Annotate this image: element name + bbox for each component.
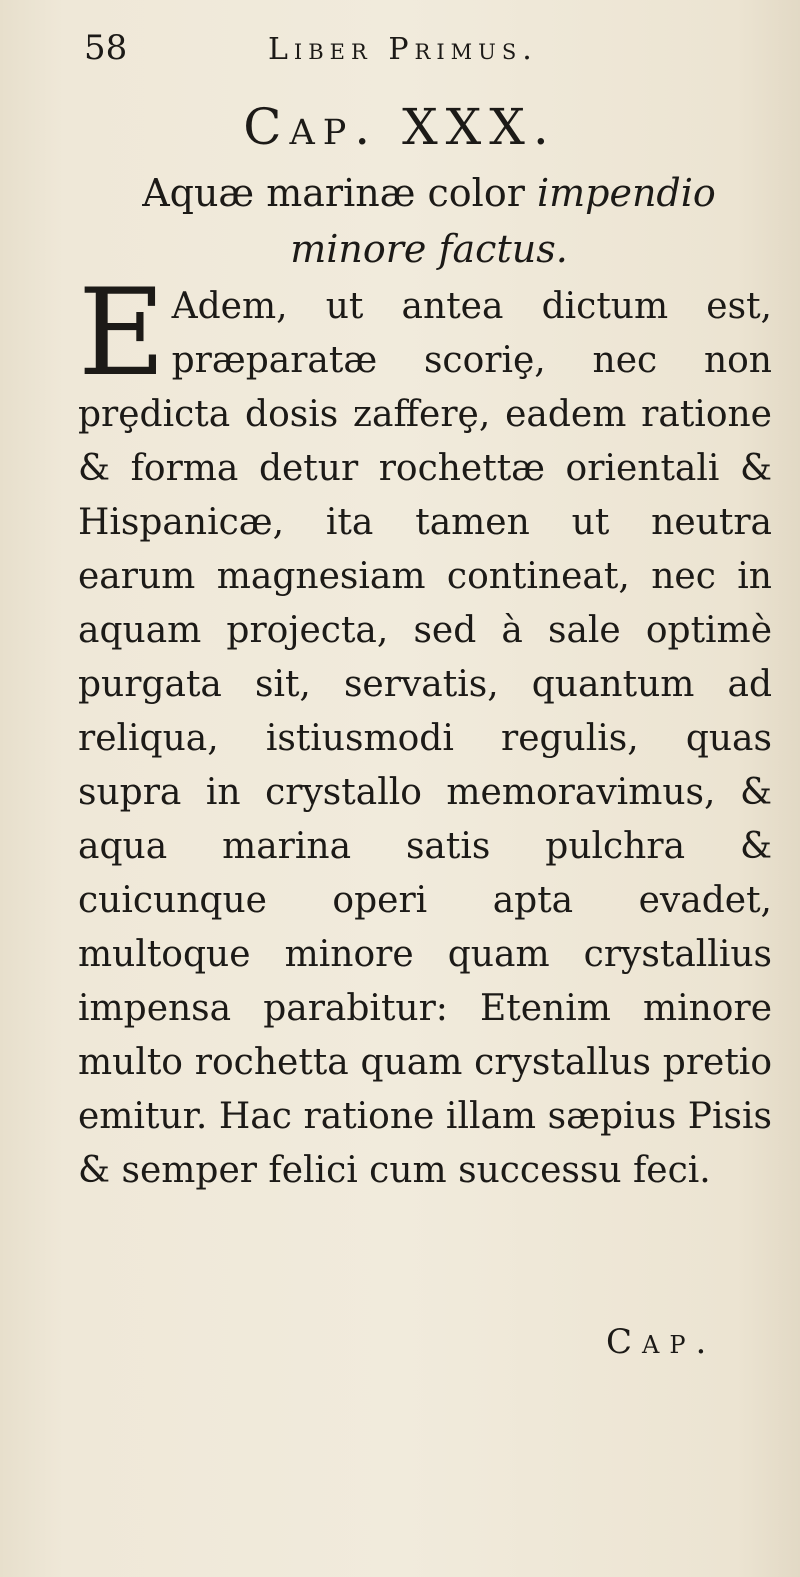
- drop-cap: E: [78, 264, 166, 403]
- body-text: Adem, ut antea dictum est, præparatæ scoriȩ, nec non prȩdicta dosis zafferȩ, eadem ratione & forma detur rochettæ orientali & Hispanicæ, ita tamen ut neutra earum magnesiam contineat, nec in aquam projecta, sed à sale optimè purgata sit, servatis, quantum ad reliqua, istiusmodi regulis, quas supra in crystallo memoravimus, & aqua marina satis pulchra & cuicunque operi apta evadet, multoque minore quam crystallius impensa parabitur: Etenim minore multo rochetta quam crystallus pretio emitur. Hac ratione illam sæpius Pisis & semper felici cum successu feci.: [78, 286, 772, 1191]
- page-number: 58: [84, 28, 128, 68]
- subtitle-italic: impendio minore factus.: [290, 171, 716, 271]
- chapter-heading: Cap. XXX.: [243, 98, 557, 156]
- running-title: Liber Primus.: [268, 32, 538, 67]
- chapter-subtitle: [84, 165, 774, 277]
- running-head: [0, 28, 800, 78]
- subtitle-roman: Aquæ marinæ color: [142, 171, 537, 215]
- catchword: Cap.: [606, 1322, 717, 1362]
- body-paragraph: [78, 264, 772, 1198]
